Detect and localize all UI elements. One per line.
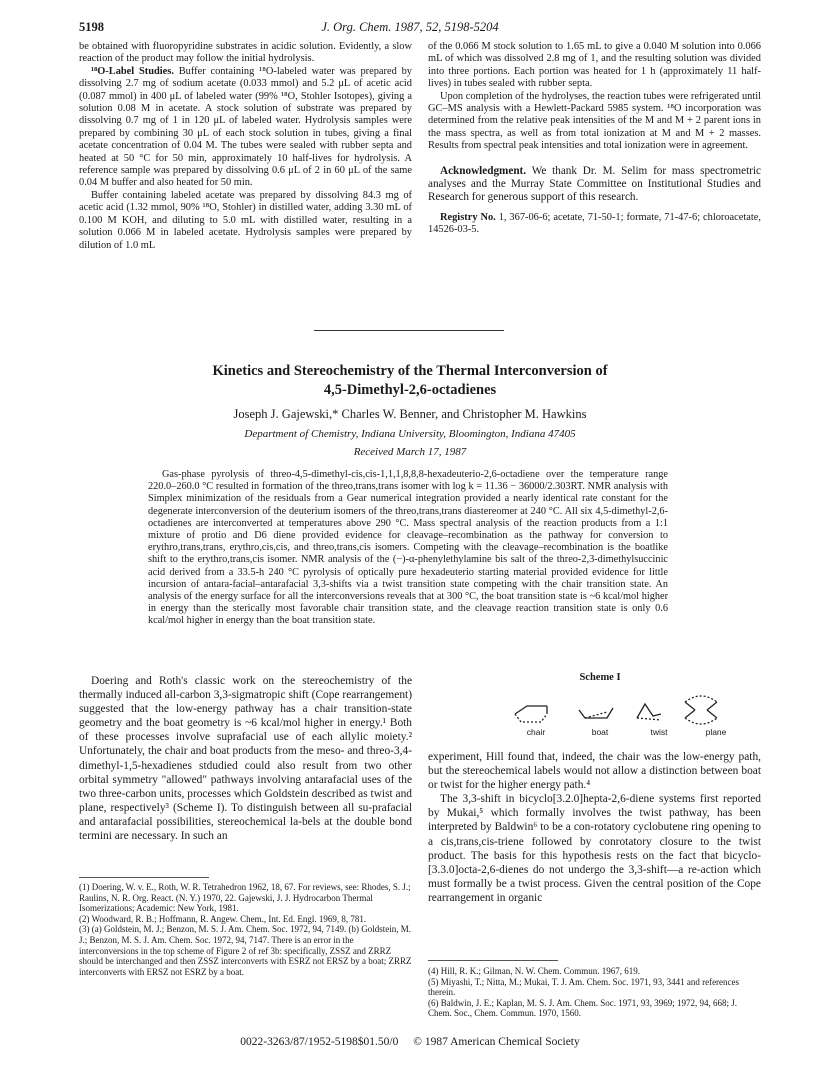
registry-numbers [428, 212, 761, 237]
body-right-column [428, 750, 761, 905]
journal-citation: J. Org. Chem. 1987, 52, 5198-5204 [321, 20, 499, 34]
paragraph: be obtained with fluoropyridine substrates in acidic solution. Evidently, a slow reaction of the product may follow the initial hydrolysis. [79, 41, 412, 65]
footnote: (1) Doering, W. v. E., Roth, W. R. Tetrahedron 1962, 18, 67. For reviews, see: Rhodes, S. J.; Raulins, N. R. Org. React. (N. Y.) 1970, 22. Gajewski, J. J. Hydrocarbon Thermal Isomerizations; Academic: New York, 1981. [79, 882, 411, 914]
twist-structure [637, 704, 661, 720]
paragraph: The 3,3-shift in bicyclo[3.2.0]hepta-2,6-diene systems first reported by Mukai,⁵ which formally involves the twist pathway, has been interpreted by Baldwin⁶ to be a con-rotatory cyclobutene ring opening to a cis,trans,cis-triene followed by conrotatory closure to the twist product. The basis for this hypothesis rests on the fact that bicyclo-[3.3.0]octa-2,6-dienes do not undergo the 3,3-shift—a re-action which must formally be a twist process. Given the central position of the Cope rearrangement in organic [428, 793, 761, 904]
footnote: (5) Miyashi, T.; Nitta, M.; Mukai, T. J. Am. Chem. Soc. 1971, 93, 3441 and references therein. [428, 976, 740, 998]
scheme-label: boat [591, 727, 609, 737]
footnote: (4) Hill, R. K.; Gilman, N. W. Chem. Commun. 1967, 619. [428, 966, 641, 976]
article-title [0, 362, 820, 400]
scheme-label: twist [650, 727, 668, 737]
boat-structure [579, 708, 613, 718]
scheme-label: plane [705, 727, 727, 737]
top-left-column [79, 41, 412, 252]
paragraph: experiment, Hill found that, indeed, the chair was the low-energy path, but the stereochemical labels would not allow a distinction between boat or twist for the higher energy path.⁴ [428, 751, 761, 792]
paragraph: Doering and Roth's classic work on the stereochemistry of the thermally induced all-carbon 3,3-sigmatropic shift (Cope rearrangement) suggested that the low-energy pathway has a chair transition-state geometry and the boat geometry is ~6 kcal/mol higher in energy.¹ Both of these processes involve suprafacial use of each allylic moiety.² Unfortunately, the chair and boat products from the meso- and threo-3,4-dimethyl-1,5-hexadienes stdudied could also result from two other orbital symmetry "allowed" pathways involving antarafacial uses of the two three-carbon units, processes which Goldstein described as twist and plane, respectively³ (Scheme I). To distinguish between all su-prafacial and antarafacial possibilities, stereochemical la-bels at the double bond termini are necessary. In such an [79, 675, 412, 843]
acknowledgment [428, 165, 761, 204]
paragraph: Upon completion of the hydrolyses, the reaction tubes were refrigerated until GC–MS analysis with a Hewlett-Packard 5985 system. ¹⁸O incorporation was determined from the relative peak intensities of the M and M + 2 parent ions in the mass spectra, as well as from total ionization at M and M + 2 masses. Results from spectral peak intensities and total ionization were in agreement. [428, 90, 761, 152]
plane-structure [685, 696, 717, 724]
authors: Joseph J. Gajewski,* Charles W. Benner, and Christopher M. Hawkins [233, 407, 587, 421]
footnotes-right [428, 966, 761, 1019]
registry-text: 1, 367-06-6; acetate, 71-50-1; formate, 71-47-6; chloroacetate, 14526-03-5. [428, 211, 761, 236]
scheme-label: chair [526, 727, 546, 737]
acknowledgment-heading: Acknowledgment. [440, 164, 527, 177]
acknowledgment-text: We thank Dr. M. Selim for mass spectrometric analyses and the Murray State Committee on Institutional Studies and Research for generous support of this research. [428, 164, 761, 203]
top-right-column [428, 41, 761, 236]
affiliation: Department of Chemistry, Indiana University, Bloomington, Indiana 47405 [244, 428, 576, 440]
registry-heading: Registry No. [440, 211, 496, 223]
title-line: Kinetics and Stereochemistry of the Thermal Interconversion of [212, 363, 608, 379]
paragraph: of the 0.066 M stock solution to 1.65 mL to give a 0.040 M solution into 0.066 mL of which was dissolved 2.8 mg of 1, and the resulting solution was divided into three portions. Each portion was heated for 1 h (approximately 11 half-lives) in tubes sealed with rubber septa. [428, 41, 761, 90]
footnote: (2) Woodward, R. B.; Hoffmann, R. Angew. Chem., Int. Ed. Engl. 1969, 8, 781. [79, 913, 367, 924]
footnotes-left [79, 882, 412, 977]
body-left-column [79, 674, 412, 843]
received-date: Received March 17, 1987 [353, 446, 467, 458]
section-heading: ¹⁸O-Label Studies. [91, 65, 174, 77]
footnote: (3) (a) Goldstein, M. J.; Benzon, M. S. J. Am. Chem. Soc. 1972, 94, 7149. (b) Goldstein, M. J.; Benzon, M. S. J. Am. Chem. Soc. 1972, 94, 7147. There is an error in the interconversions in the top scheme of Figure 2 of ref 3b: specifically, ZSSZ and ZRRZ should be interchanged and then ZSSZ interconverts with ESRZ not ERSZ by a boat; ZRRZ interconverts with ERSZ not ESRZ by a boat. [79, 924, 412, 977]
footnote: (6) Baldwin, J. E.; Kaplan, M. S. J. Am. Chem. Soc. 1971, 93, 3969; 1972, 94, 668; J. Chem. Soc., Chem. Commun. 1970, 1560. [428, 997, 737, 1019]
paragraph [79, 66, 412, 190]
title-line: 4,5-Dimethyl-2,6-octadienes [323, 382, 497, 398]
copyright: © 1987 American Chemical Society [413, 1036, 580, 1048]
article-separator [314, 330, 504, 331]
paragraph-text: Buffer containing ¹⁸O-labeled water was prepared by dissolving 2.7 mg of sodium acetate (0.033 mmol) and 5.2 μL of acetic acid (0.087 mmol) in 400 μL of labeled water (99% ¹⁸O, Stohler Isotopes), giving a solution 0.08 M in acetate. A stock solution of substrate was prepared by dissolving 0.7 mg of 1 in 120 μL of labeled water. Hydrolysis samples were prepared by combining 30 μL of each stock solution in tubes, giving a final acetate concentration of 0.04 M. The tubes were sealed with rubber septa and heated at 50 °C for 50 min, approximately 10 half-lives for hydrolysis. A reference sample was prepared by dissolving 0.6 μL of 2 in 60 μL of the same 0.04 M buffer and also heated for 50 min. [79, 65, 412, 189]
footnote-rule [428, 960, 558, 961]
page-footer [0, 1036, 820, 1048]
article-code: 0022-3263/87/1952-5198$01.50/0 [240, 1036, 399, 1048]
footnote-rule [79, 877, 209, 878]
abstract: Gas-phase pyrolysis of threo-4,5-dimethyl-cis,cis-1,1,1,8,8,8-hexadeuterio-2,6-octadiene over the temperature range 220.0–260.0 °C resulted in formation of the threo,trans,trans isomer with log k = 11.36 − 36000/2.303RT. NMR analysis with Simplex minimization of the residuals from a Gear numerical integration provided a nearly identical rate constant for the degenerate interconversion of the deuterium isomers of the threo,trans,trans diastereomer at 240 °C. All six 4,5-dimethyl-2,6-octadienes are interconverted at temperatures above 290 °C. Mass spectral analysis of the reaction products from a 1:1 mixture of protio and D6 diene provided evidence for cleavage–recombination as the pathway for conversion to erythro,trans,trans, erythro,cis,cis, and threo,trans,cis isomers. Competing with the cleavage–recombination is the boatlike shift to the erythro,trans,cis isomer. NMR analysis of the (−)-α-phenylethylamine bis salt of the threo-2,3-dimethylsuccinic acid derived from a 33.5-h 240 °C pyrolysis of optically pure hexadeuterio starting material provided evidence for little incursion of antara-facial–antarafacial 3,3-shifts via a twist transition state competing with the chair transition state. An analysis of the energy surface for all the interconversions reveals that at 300 °C, the boat transition state is ~6 kcal/mol higher in energy than the sterically most favorable chair transition state, and the cleavage reaction transition state is only 0.6 kcal/mol higher in energy than the boat transition state. [148, 469, 668, 627]
scheme-title: Scheme I [579, 672, 621, 683]
page-number: 5198 [79, 20, 104, 34]
chair-structure [515, 706, 547, 722]
paragraph: Buffer containing labeled acetate was prepared by dissolving 84.3 mg of acetic acid (1.32 mmol, 90% ¹⁸O, Stohler) in distilled water, adding 3.30 mL of 0.100 M KOH, and diluting to 5.0 mL with distilled water, resulting in a solution 0.066 M in labeled acetate. Hydrolysis samples were prepared by dilution of 1.0 mL [79, 189, 412, 251]
